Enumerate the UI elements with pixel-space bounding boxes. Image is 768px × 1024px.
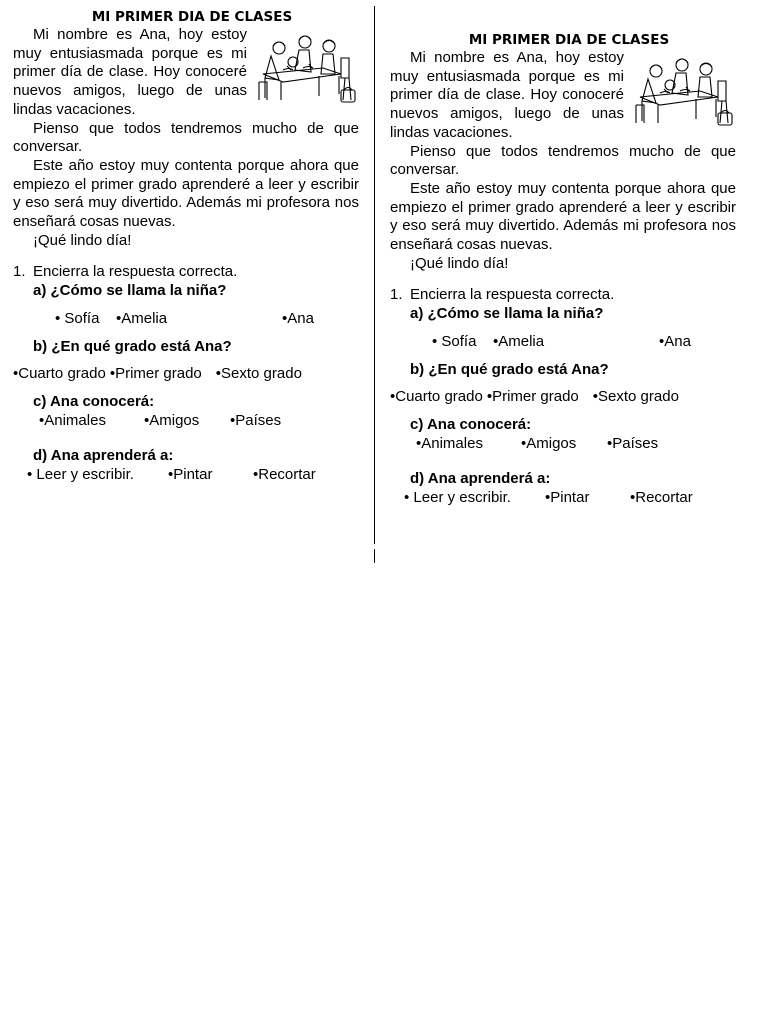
story-paragraph: Mi nombre es Ana, hoy estoy muy entusiasmada porque es mi primer día de clase. Hoy conoceré nuevos amigos, luego de unas lindas vacaciones. [13, 26, 247, 118]
answer-option[interactable]: •Amelia [493, 332, 545, 350]
exercise-instruction [13, 263, 359, 282]
answer-option[interactable]: • Sofía [432, 332, 477, 350]
answer-option[interactable]: •Cuarto grado [390, 388, 483, 406]
answer-option[interactable]: •Animales [39, 411, 106, 429]
question-d-options [390, 489, 736, 508]
question-d-label: d) Ana aprenderá a: [410, 470, 551, 488]
answer-option[interactable]: •Amelia [116, 309, 168, 327]
worksheet-right [390, 31, 736, 508]
answer-option[interactable]: •Recortar [630, 489, 693, 507]
answer-option[interactable]: •Amigos [144, 411, 200, 429]
question-c-label: c) Ana conocerá: [410, 415, 532, 433]
story-paragraph: Mi nombre es Ana, hoy estoy muy entusiasmada porque es mi primer día de clase. Hoy conoceré nuevos amigos, luego de unas lindas vacaciones. [390, 49, 624, 141]
question-d-label: d) Ana aprenderá a: [33, 447, 174, 465]
story-paragraph: Pienso que todos tendremos mucho de que conversar. [390, 142, 736, 179]
column-divider-tick [374, 549, 375, 563]
answer-option[interactable]: • Sofía [55, 309, 100, 327]
story-paragraph: Este año estoy muy contenta porque ahora que empiezo el primer grado aprenderé a leer y escribir y eso será muy divertido. Además mi profesora nos enseñará cosas nuevas. [13, 156, 359, 231]
answer-option[interactable]: •Primer grado [486, 388, 579, 406]
instruction-number: 1. [390, 286, 403, 304]
answer-option[interactable]: •Primer grado [109, 365, 202, 383]
question-a-label: a) ¿Cómo se llama la niña? [410, 305, 604, 323]
question-a-options [390, 333, 736, 352]
answer-option[interactable]: • Leer y escribir. [27, 466, 134, 484]
classroom-children-drawing-icon [634, 55, 736, 131]
question-a-label: a) ¿Cómo se llama la niña? [33, 282, 227, 300]
story-exclamation: ¡Qué lindo día! [33, 231, 132, 249]
answer-option[interactable]: •Cuarto grado [13, 365, 106, 383]
answer-option[interactable]: •Pintar [545, 489, 590, 507]
answer-option[interactable]: •Países [230, 411, 282, 429]
question-c-options [390, 435, 736, 454]
exercise-instruction [390, 286, 736, 305]
story-exclamation: ¡Qué lindo día! [410, 254, 509, 272]
question-c-label: c) Ana conocerá: [33, 392, 155, 410]
answer-option[interactable]: • Leer y escribir. [404, 489, 511, 507]
answer-option[interactable]: •Sexto grado [215, 365, 302, 383]
answer-option[interactable]: •Amigos [521, 434, 577, 452]
worksheet-left [13, 8, 359, 485]
question-d-options [13, 466, 359, 485]
answer-option[interactable]: •Recortar [253, 466, 316, 484]
instruction-text: Encierra la respuesta correcta. [410, 286, 615, 304]
classroom-children-drawing-icon [257, 32, 359, 108]
answer-option[interactable]: •Países [607, 434, 659, 452]
story-text [390, 49, 736, 273]
answer-option[interactable]: •Ana [282, 309, 314, 327]
question-b-options [390, 388, 736, 407]
question-b-options [13, 365, 359, 384]
answer-option[interactable]: •Pintar [168, 466, 213, 484]
answer-option[interactable]: •Ana [659, 332, 691, 350]
answer-option[interactable]: •Sexto grado [592, 388, 679, 406]
question-a-options [13, 310, 359, 329]
instruction-number: 1. [13, 263, 26, 281]
question-b-label: b) ¿En qué grado está Ana? [33, 337, 232, 355]
question-c-options [13, 412, 359, 431]
question-b-label: b) ¿En qué grado está Ana? [410, 360, 609, 378]
worksheet-title: MI PRIMER DIA DE CLASES [468, 32, 670, 48]
answer-option[interactable]: •Animales [416, 434, 483, 452]
instruction-text: Encierra la respuesta correcta. [33, 263, 238, 281]
story-paragraph: Pienso que todos tendremos mucho de que conversar. [13, 119, 359, 156]
column-divider-line [374, 6, 375, 544]
story-paragraph: Este año estoy muy contenta porque ahora que empiezo el primer grado aprenderé a leer y escribir y eso será muy divertido. Además mi profesora nos enseñará cosas nuevas. [390, 179, 736, 254]
worksheet-title: MI PRIMER DIA DE CLASES [91, 9, 293, 25]
story-text [13, 26, 359, 250]
